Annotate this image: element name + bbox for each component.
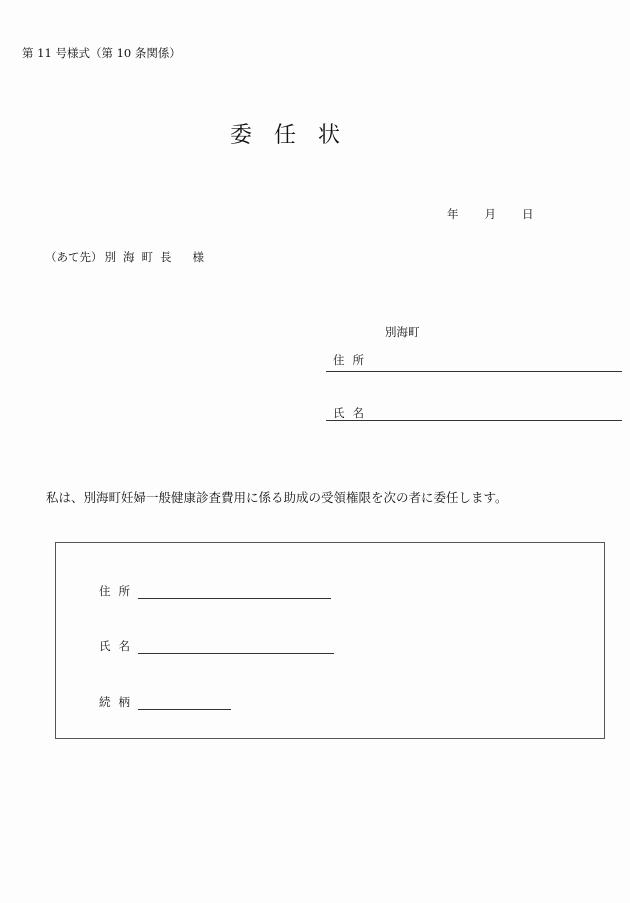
proxy-name-field[interactable]: [138, 641, 334, 654]
date-year: 年: [447, 207, 459, 221]
applicant-address-label: 住所: [333, 353, 372, 367]
proxy-relationship-label: 続柄: [99, 695, 138, 709]
proxy-relationship-row: [99, 694, 231, 710]
form-number: 第 11 号様式（第 10 条関係）: [22, 46, 181, 60]
proxy-address-field[interactable]: [138, 586, 331, 599]
document-title: [230, 118, 340, 149]
title-char: 任: [274, 123, 297, 148]
applicant-town: 別海町: [385, 325, 420, 339]
addressee-prefix: （あて先）: [45, 250, 103, 264]
date-month: 月: [484, 207, 496, 221]
delegation-statement: 私は、別海町妊婦一般健康診査費用に係る助成の受領権限を次の者に委任します。: [46, 490, 508, 505]
addressee-honorific: 様: [192, 250, 204, 264]
date-day: 日: [522, 207, 534, 221]
addressee: [45, 249, 204, 265]
proxy-name-label: 氏名: [99, 639, 138, 653]
proxy-address-row: [99, 583, 331, 599]
title-char: 状: [318, 123, 341, 148]
applicant-address-field[interactable]: [326, 371, 622, 372]
addressee-name: 別海町長: [104, 250, 179, 264]
applicant-name-field[interactable]: [326, 420, 622, 421]
proxy-name-row: [99, 638, 334, 654]
proxy-address-label: 住所: [99, 584, 138, 598]
date-line: [447, 206, 534, 222]
proxy-info-box: [55, 542, 605, 739]
title-char: 委: [230, 123, 253, 148]
applicant-name-label: 氏名: [333, 406, 372, 420]
proxy-relationship-field[interactable]: [138, 697, 231, 710]
